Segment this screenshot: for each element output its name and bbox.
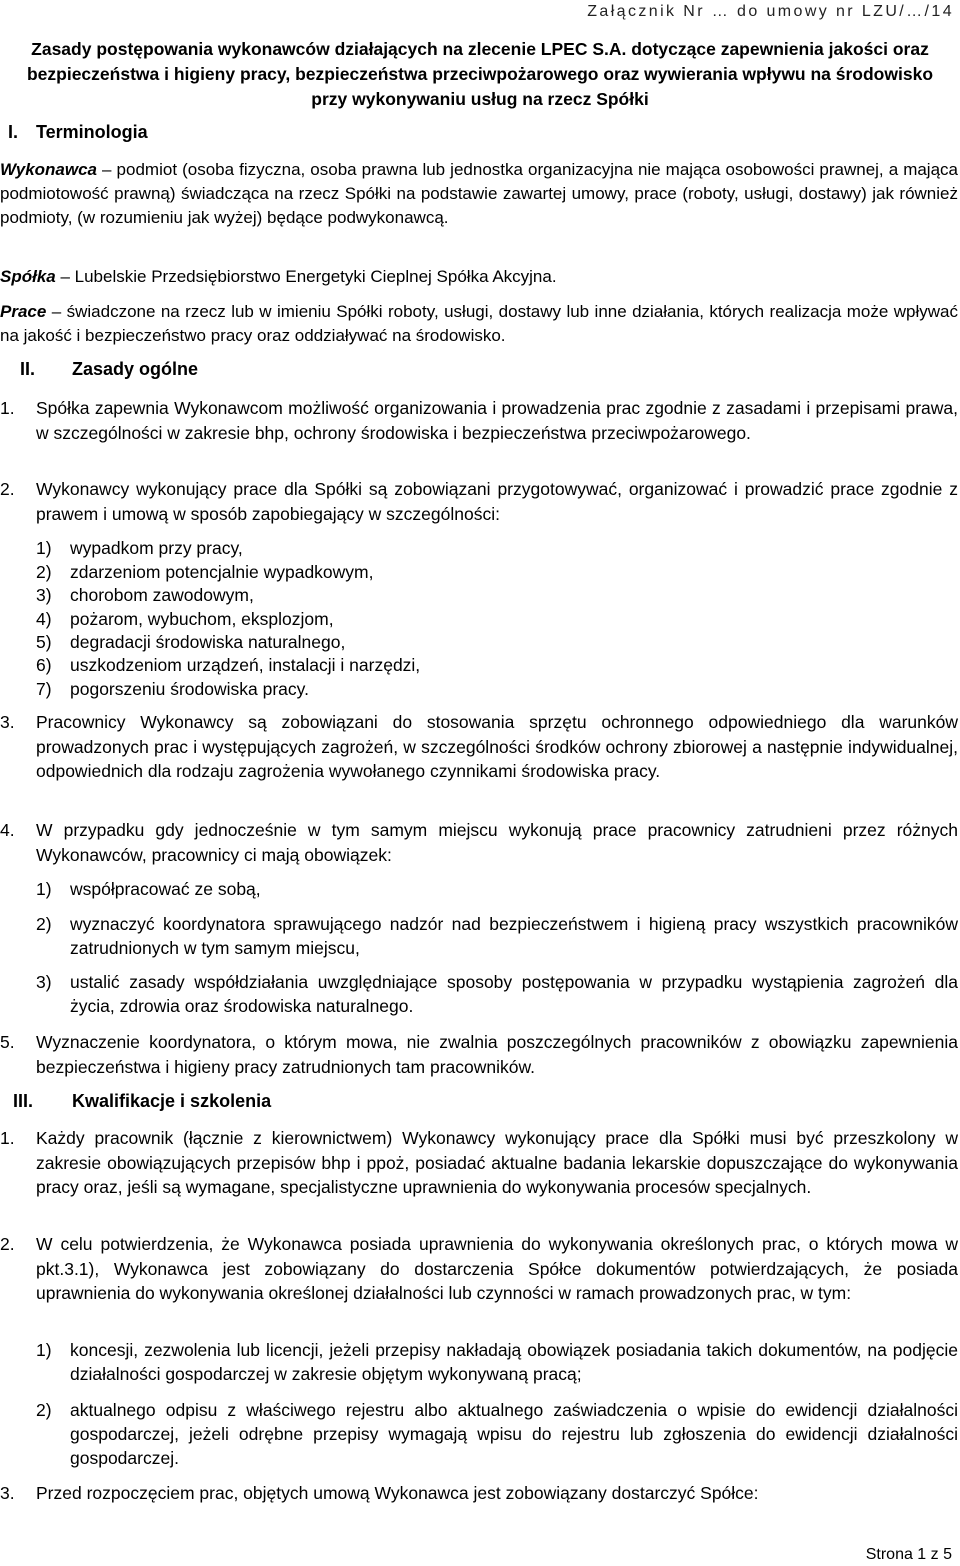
point-number: 5. xyxy=(0,1032,15,1052)
list-item xyxy=(0,1481,958,1506)
sub-number: 1) xyxy=(36,879,52,899)
definition-term: Prace xyxy=(0,302,47,321)
sub-text: pożarom, wybuchom, eksplozjom, xyxy=(70,609,334,629)
definition-wykonawca xyxy=(0,158,958,230)
sub-number: 4) xyxy=(36,609,52,629)
definition-text: – podmiot (osoba fizyczna, osoba prawna lub jednostka organizacyjna nie mająca osobowości prawnej, a mająca podmiotowość prawną) świadcząca na rzecz Spółki na podstawie zawartej umowy, prace (roboty, usługi, dostawy) jak również podmioty, (w rozumieniu jak wyżej) będące podwykonawcą. xyxy=(0,160,958,227)
sub-list-item xyxy=(36,912,958,960)
section-heading-terminology xyxy=(8,121,148,143)
sub-list-item xyxy=(36,1338,958,1386)
section-number: I. xyxy=(8,122,19,142)
sub-number: 2) xyxy=(36,914,52,934)
sub-text: zdarzeniom potencjalnie wypadkowym, xyxy=(70,562,374,582)
sub-text: pogorszeniu środowiska pracy. xyxy=(70,679,309,699)
point-number: 3. xyxy=(0,1483,15,1503)
point-text: Spółka zapewnia Wykonawcom możliwość organizowania i prowadzenia prac zgodnie z zasadami i przepisami prawa, w szczególności w zakresie bhp, ochrony środowiska i bezpieczeństwa przeciwpożarowego. xyxy=(36,398,958,443)
document-title: Zasady postępowania wykonawców działających na zlecenie LPEC S.A. dotyczące zapewnienia jakości oraz bezpieczeństwa i higieny pracy, bezpieczeństwa przeciwpożarowego oraz wywierania wpływu na środowisko przy wykonywaniu usług na rzecz Spółki xyxy=(26,39,934,109)
list-item xyxy=(0,396,958,445)
point-text: W przypadku gdy jednocześnie w tym samym miejscu wykonują prace pracownicy zatrudnieni przez różnych Wykonawców, pracownicy ci mają obowiązek: xyxy=(36,820,958,865)
sub-text: degradacji środowiska naturalnego, xyxy=(70,632,346,652)
section-title: Zasady ogólne xyxy=(72,359,199,379)
list-item xyxy=(0,710,958,784)
sub-list-item xyxy=(36,560,958,584)
sub-number: 7) xyxy=(36,679,52,699)
sub-text: wyznaczyć koordynatora sprawującego nadzór nad bezpieczeństwem i higieną pracy wszystkich pracowników zatrudnionych w tym samym miejscu, xyxy=(70,914,958,958)
definition-text: – świadczone na rzecz lub w imieniu Spółki roboty, usługi, dostawy lub inne działania, których realizacja może wpływać na jakość i bezpieczeństwo pracy oraz oddziaływać na środowisko. xyxy=(0,302,958,345)
point-number: 1. xyxy=(0,1128,15,1148)
point-text: Pracownicy Wykonawcy są zobowiązani do stosowania sprzętu ochronnego odpowiedniego dla warunków prowadzonych prac i występujących zagrożeń, w szczególności środków ochrony zbiorowej a następnie indywidualnej, odpowiednich dla rodzaju zagrożenia wywołanego czynnikami środowiska pracy. xyxy=(36,712,958,781)
sub-list-item xyxy=(36,630,958,654)
page-number: Strona 1 z 5 xyxy=(865,1546,952,1563)
sub-text: aktualnego odpisu z właściwego rejestru albo aktualnego zaświadczenia o wpisie do ewidencji działalności gospodarczej, jeżeli odrębne przepisy wymagają wpisu do rejestru lub zgłoszenia do ewidencji działalności gospodarczej. xyxy=(70,1400,958,1468)
sub-list-item xyxy=(36,583,958,607)
section-heading-qualifications xyxy=(13,1090,271,1112)
attachment-reference: Załącznik Nr … do umowy nr LZU/…/14 xyxy=(587,3,954,20)
definition-term: Wykonawca xyxy=(0,160,98,179)
list-item xyxy=(0,1030,958,1079)
point-text: Wykonawcy wykonujący prace dla Spółki są zobowiązani przygotowywać, organizować i prowadzić prace zgodnie z prawem i umową w sposób zapobiegający w szczególności: xyxy=(36,479,958,524)
list-item xyxy=(0,1126,958,1200)
definition-text: – Lubelskie Przedsiębiorstwo Energetyki Cieplnej Spółka Akcyjna. xyxy=(55,267,557,286)
list-item xyxy=(0,477,958,526)
sub-text: współpracować ze sobą, xyxy=(70,879,261,899)
point-text: Wyznaczenie koordynatora, o którym mowa, nie zwalnia poszczególnych pracowników z obowiązku zapewnienia bezpieczeństwa i higieny pracy zatrudnionych tam pracowników. xyxy=(36,1032,958,1077)
sub-number: 5) xyxy=(36,632,52,652)
sub-list-item xyxy=(36,877,958,901)
sub-text: uszkodzeniom urządzeń, instalacji i narzędzi, xyxy=(70,655,421,675)
section-number: II. xyxy=(20,359,36,379)
list-item xyxy=(0,1232,958,1306)
section-title: Kwalifikacje i szkolenia xyxy=(72,1091,272,1111)
sub-number: 3) xyxy=(36,972,52,992)
point-text: Każdy pracownik (łącznie z kierownictwem) Wykonawcy wykonujący prace dla Spółki musi być przeszkolony w zakresie obowiązujących przepisów bhp i ppoż, posiadać aktualne badania lekarskie dopuszczające do wykonywania pracy oraz, jeśli są wymagane, specjalistyczne uprawnienia do wykonywania procesów specjalnych. xyxy=(36,1128,958,1197)
point-number: 1. xyxy=(0,398,15,418)
definition-term: Spółka xyxy=(0,267,56,286)
sub-number: 2) xyxy=(36,1400,52,1420)
sub-number: 2) xyxy=(36,562,52,582)
sub-number: 1) xyxy=(36,1340,52,1360)
sub-list-item xyxy=(36,970,958,1018)
definition-prace xyxy=(0,300,958,348)
list-item xyxy=(0,818,958,867)
section-title: Terminologia xyxy=(36,122,148,142)
point-number: 4. xyxy=(0,820,15,840)
sub-text: ustalić zasady współdziałania uwzględniające sposoby postępowania w przypadku wystąpienia zagrożeń dla życia, zdrowia oraz środowiska naturalnego. xyxy=(70,972,958,1016)
sub-text: chorobom zawodowym, xyxy=(70,585,254,605)
sub-list-item xyxy=(36,607,958,631)
point-text: W celu potwierdzenia, że Wykonawca posiada uprawnienia do wykonywania określonych prac, o których mowa w pkt.3.1), Wykonawca jest zobowiązany do dostarczenia Spółce dokumentów potwierdzających, że posiada uprawnienia do wykonywania określonej działalności lub czynności w ramach prowadzonych prac, w tym: xyxy=(36,1234,958,1303)
point-number: 2. xyxy=(0,479,15,499)
point-text: Przed rozpoczęciem prac, objętych umową Wykonawca jest zobowiązany dostarczyć Spółce: xyxy=(36,1483,759,1503)
definition-spolka xyxy=(0,265,958,289)
sub-list-item xyxy=(36,653,958,677)
sub-text: koncesji, zezwolenia lub licencji, jeżeli przepisy nakładają obowiązek posiadania takich dokumentów, na podjęcie działalności gospodarczej w zakresie objętym wykonywaną pracą; xyxy=(70,1340,958,1384)
section-heading-general-rules xyxy=(20,358,198,380)
point-number: 3. xyxy=(0,712,15,732)
sub-list-item xyxy=(36,677,958,701)
section-number: III. xyxy=(13,1091,34,1111)
sub-number: 1) xyxy=(36,538,52,558)
sub-number: 3) xyxy=(36,585,52,605)
sub-number: 6) xyxy=(36,655,52,675)
sub-list-item xyxy=(36,1398,958,1470)
sub-text: wypadkom przy pracy, xyxy=(70,538,243,558)
point-number: 2. xyxy=(0,1234,15,1254)
sub-list-item xyxy=(36,536,958,560)
